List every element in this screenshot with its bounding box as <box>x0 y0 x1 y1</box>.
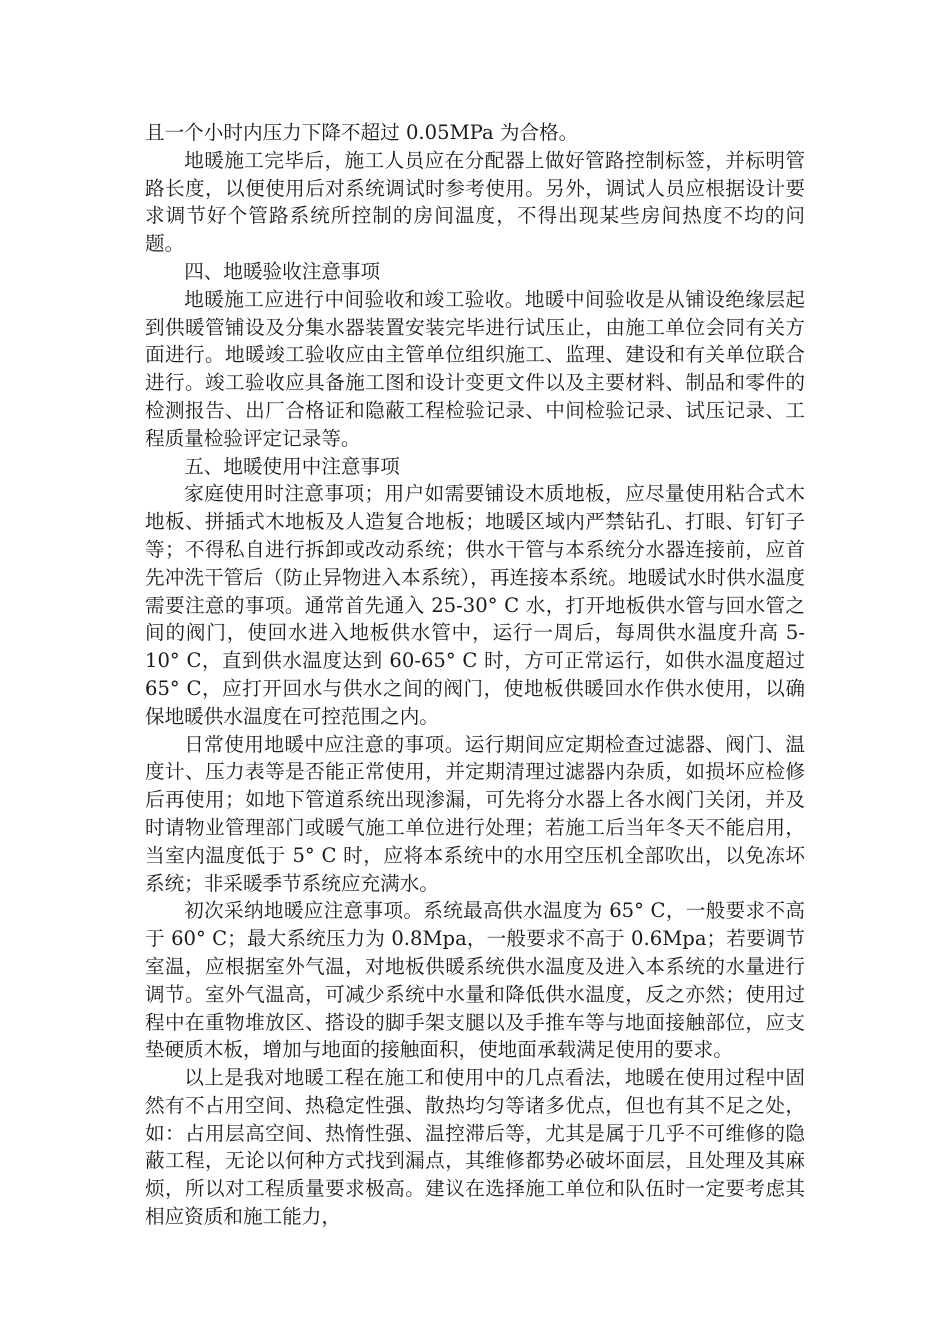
paragraph-first-use: 初次采纳地暖应注意事项。系统最高供水温度为 65° C，一般要求不高于 60° C；最大系统压力为 0.8Mpa，一般要求不高于 0.6Mpa；若要调节室温，应根据室外气温，对地板供暖系统供水温度及进入本系统的水量进行调节。室外气温高，可减少系统中水量和降低供水温度，反之亦然；使用过程中在重物堆放区、搭设的脚手架支腿以及手推车等与地面接触部位，应支垫硬质木板，增加与地面的接触面积，使地面承载满足使用的要求。 <box>145 899 805 1062</box>
paragraph-acceptance: 地暖施工应进行中间验收和竣工验收。地暖中间验收是从铺设绝缘层起到供暖管铺设及分集水器装置安装完毕进行试压止，由施工单位会同有关方面进行。地暖竣工验收应由主管单位组织施工、监理、建设和有关单位联合进行。竣工验收应具备施工图和设计变更文件以及主要材料、制品和零件的检测报告、出厂合格证和隐蔽工程检验记录、中间检验记录、试压记录、工程质量检验评定记录等。 <box>145 287 805 450</box>
section-heading-usage: 五、地暖使用中注意事项 <box>184 454 400 478</box>
paragraph-daily-usage: 日常使用地暖中应注意的事项。运行期间应定期检查过滤器、阀门、温度计、压力表等是否能正常使用，并定期清理过滤器内杂质，如损坏应检修后再使用；如地下管道系统出现渗漏，可先将分水器上各水阀门关闭，并及时请物业管理部门或暖气施工单位进行处理；若施工后当年冬天不能启用，当室内温度低于 5° C 时，应将本系统中的水用空压机全部吹出，以免冻坏系统；非采暖季节系统应充满水。 <box>145 732 805 895</box>
section-heading-acceptance: 四、地暖验收注意事项 <box>184 259 381 283</box>
document-body <box>145 119 805 1231</box>
paragraph-household-usage: 家庭使用时注意事项；用户如需要铺设木质地板，应尽量使用粘合式木地板、拼插式木地板及人造复合地板；地暖区域内严禁钻孔、打眼、钉钉子等；不得私自进行拆卸或改动系统；供水干管与本系统分水器连接前，应首先冲洗干管后（防止异物进入本系统），再连接本系统。地暖试水时供水温度需要注意的事项。通常首先通入 25-30° C 水，打开地板供水管与回水管之间的阀门，使回水进入地板供水管中，运行一周后，每周供水温度升高 5-10° C，直到供水温度达到 60-65° C 时，方可正常运行，如供水温度超过 65° C，应打开回水与供水之间的阀门，使地板供暖回水作供水使用，以确保地暖供水温度在可控范围之内。 <box>145 482 805 728</box>
paragraph-pressure-test-end: 且一个小时内压力下降不超过 0.05MPa 为合格。 <box>145 121 579 144</box>
paragraph-conclusion: 以上是我对地暖工程在施工和使用中的几点看法，地暖在使用过程中固然有不占用空间、热稳定性强、散热均匀等诸多优点，但也有其不足之处，如：占用层高空间、热惰性强、温控滞后等，尤其是属于几乎不可维修的隐蔽工程，无论以何种方式找到漏点，其维修都势必破坏面层，且处理及其麻烦，所以对工程质量要求极高。建议在选择施工单位和队伍时一定要考虑其相应资质和施工能力， <box>145 1066 805 1229</box>
paragraph-construction-completion: 地暖施工完毕后，施工人员应在分配器上做好管路控制标签，并标明管路长度，以便使用后对系统调试时参考使用。另外，调试人员应根据设计要求调节好个管路系统所控制的房间温度，不得出现某些房间热度不均的问题。 <box>145 148 805 256</box>
